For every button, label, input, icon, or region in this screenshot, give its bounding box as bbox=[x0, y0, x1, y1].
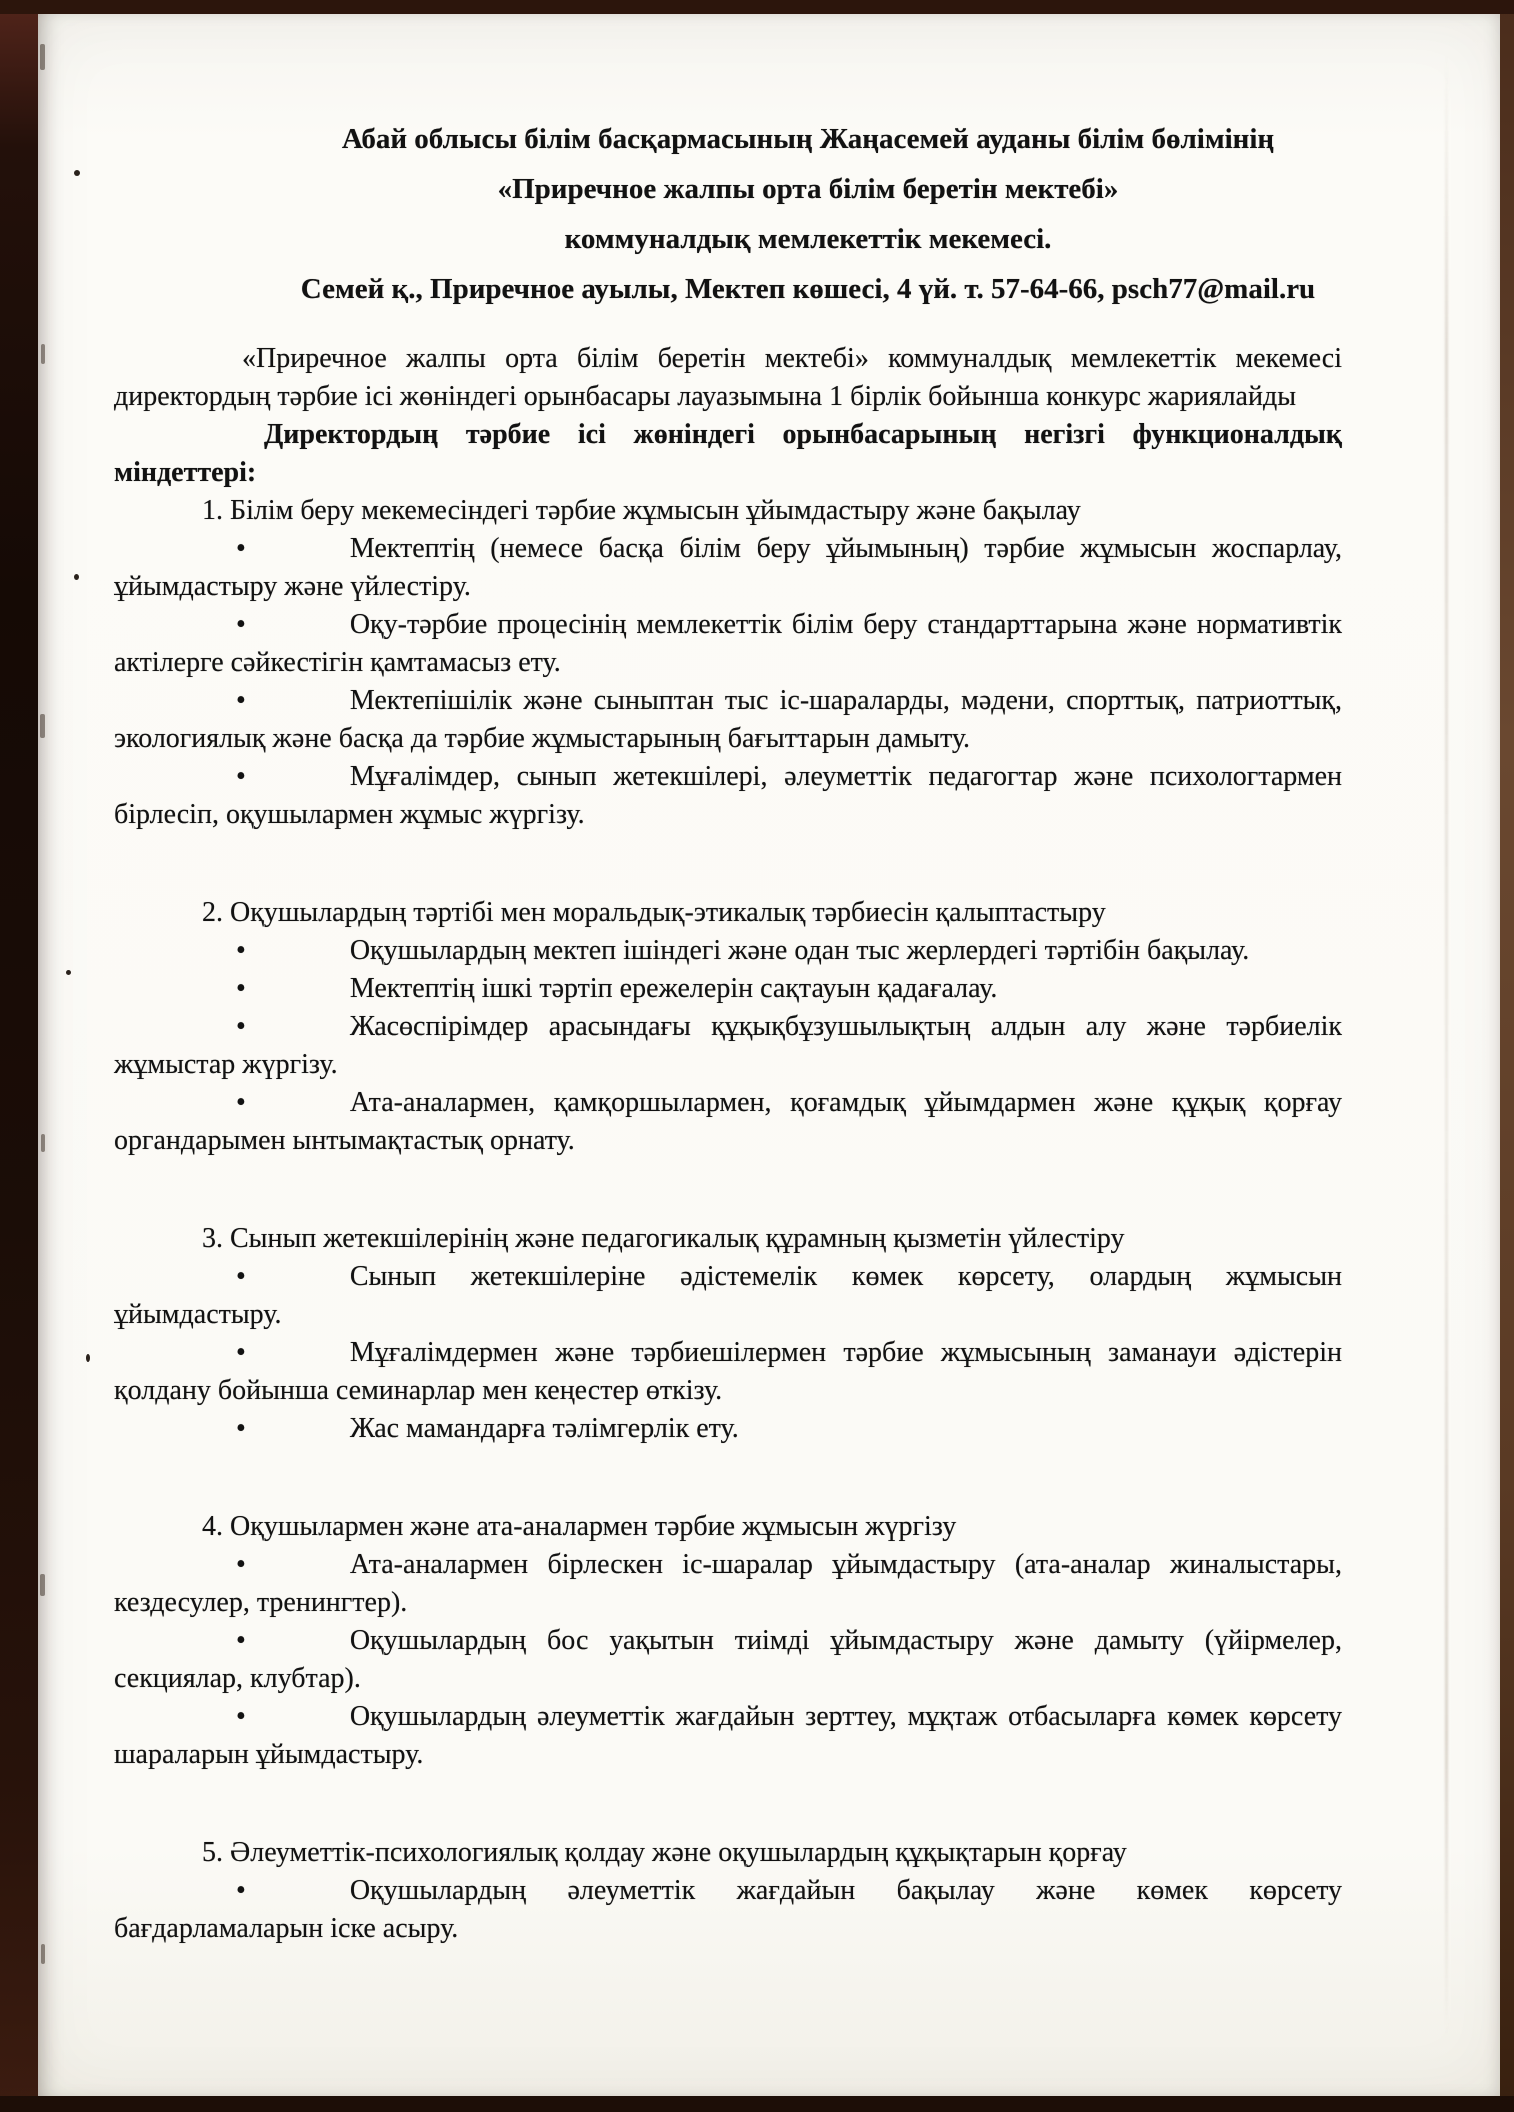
bullet-item: • Оқушылардың бос уақытын тиімді ұйымдастыру және дамыту (үйірмелер, секциялар, клубтар). bbox=[114, 1625, 1342, 1694]
bullet-marker: • bbox=[236, 1261, 246, 1292]
duties-heading: Директордың тәрбие ісі жөніндегі орынбасарының негізгі функционалдық міндеттері: bbox=[114, 419, 1342, 488]
paper-page bbox=[38, 14, 1500, 2096]
header-line-school-name: «Приречное жалпы орта білім беретін мектебі» bbox=[497, 173, 1119, 205]
bullet-item: • Ата-аналармен, қамқоршылармен, қоғамдық ұйымдармен және құқық қорғау органдарымен ынтымақтастық орнату. bbox=[114, 1087, 1342, 1156]
header-line-address-contacts: Семей қ., Приречное ауылы, Мектеп көшесі, 4 үй. т. 57-64-66, psch77@mail.ru bbox=[300, 273, 1316, 305]
bullet-marker: • bbox=[236, 533, 246, 564]
document-content bbox=[38, 14, 1500, 2096]
section-title-2: 2. Оқушылардың тәртібі мен моральдық-этикалық тәрбиесін қалыптастыру bbox=[202, 897, 1106, 928]
bullet-marker: • bbox=[236, 1549, 246, 1580]
bullet-marker: • bbox=[236, 609, 246, 640]
bullet-item: • Мұғалімдермен және тәрбиешілермен тәрбие жұмысының заманауи әдістерін қолдану бойынша семинарлар мен кеңестер өткізу. bbox=[114, 1337, 1342, 1406]
bullet-item: • Мұғалімдер, сынып жетекшілері, әлеуметтік педагогтар және психологтармен бірлесіп, оқушылармен жұмыс жүргізу. bbox=[114, 761, 1342, 830]
bullet-item: • Мектепішілік және сыныптан тыс іс-шараларды, мәдени, спорттық, патриоттық, экологиялық және басқа да тәрбие жұмыстарының бағыттарын дамыту. bbox=[114, 685, 1342, 754]
scan-border-top bbox=[0, 0, 1514, 14]
bullet-item: • Ата-аналармен бірлескен іс-шаралар ұйымдастыру (ата-аналар жиналыстары, кездесулер, тренингтер). bbox=[114, 1549, 1342, 1618]
bullet-marker: • bbox=[236, 761, 246, 792]
scan-border-right bbox=[1500, 0, 1514, 2112]
bullet-marker: • bbox=[236, 1875, 246, 1906]
bullet-item: • Оқушылардың әлеуметтік жағдайын зерттеу, мұқтаж отбасыларға көмек көрсету шараларын ұйымдастыру. bbox=[114, 1701, 1342, 1770]
bullet-marker: • bbox=[236, 1087, 246, 1118]
bullet-item: • Мектептің ішкі тәртіп ережелерін сақтауын қадағалау. bbox=[236, 973, 998, 1004]
bullet-marker: • bbox=[236, 973, 246, 1004]
section-title-3: 3. Сынып жетекшілерінің және педагогикалық құрамның қызметін үйлестіру bbox=[202, 1223, 1125, 1254]
section-title-4: 4. Оқушылармен және ата-аналармен тәрбие жұмысын жүргізу bbox=[202, 1511, 957, 1542]
vacancy-announcement-paragraph: «Приречное жалпы орта білім беретін мектебі» коммуналдық мемлекеттік мекемесі директордың тәрбие ісі жөніндегі орынбасары лауазымына 1 бірлік бойынша конкурс жариялайды bbox=[114, 343, 1342, 412]
scan-border-left bbox=[0, 0, 38, 2112]
bullet-marker: • bbox=[236, 1625, 246, 1656]
scan-border-bottom bbox=[0, 2096, 1514, 2112]
section-title-1: 1. Білім беру мекемесіндегі тәрбие жұмысын ұйымдастыру және бақылау bbox=[202, 495, 1081, 526]
bullet-marker: • bbox=[236, 685, 246, 716]
bullet-marker: • bbox=[236, 1011, 246, 1042]
bullet-item: • Сынып жетекшілеріне әдістемелік көмек көрсету, олардың жұмысын ұйымдастыру. bbox=[114, 1261, 1342, 1330]
bullet-marker: • bbox=[236, 935, 246, 966]
document-header bbox=[274, 114, 1342, 314]
bullet-item: • Жасөспірімдер арасындағы құқықбұзушылықтың алдын алу және тәрбиелік жұмыстар жүргізу. bbox=[114, 1011, 1342, 1080]
bullet-item: • Оқушылардың әлеуметтік жағдайын бақылау және көмек көрсету бағдарламаларын іске асыру. bbox=[114, 1875, 1342, 1944]
bullet-item: • Мектептің (немесе басқа білім беру ұйымының) тәрбие жұмысын жоспарлау, ұйымдастыру және үйлестіру. bbox=[114, 533, 1342, 602]
bullet-item: • Жас мамандарға тәлімгерлік ету. bbox=[236, 1413, 739, 1444]
bullet-marker: • bbox=[236, 1413, 246, 1444]
sections bbox=[114, 492, 1342, 1948]
header-line-entity-type: коммуналдық мемлекеттік мекемесі. bbox=[564, 223, 1052, 255]
bullet-marker: • bbox=[236, 1701, 246, 1732]
section-title-5: 5. Әлеуметтік-психологиялық қолдау және оқушылардың құқықтарын қорғау bbox=[202, 1837, 1127, 1868]
bullet-item: • Оқушылардың мектеп ішіндегі және одан тыс жерлердегі тәртібін бақылау. bbox=[236, 935, 1250, 966]
bullet-item: • Оқу-тәрбие процесінің мемлекеттік білім беру стандарттарына және нормативтік актілерге сәйкестігін қамтамасыз ету. bbox=[114, 609, 1342, 678]
header-line-authority: Абай облысы білім басқармасының Жаңасемей ауданы білім бөлімінің bbox=[341, 123, 1275, 155]
bullet-marker: • bbox=[236, 1337, 246, 1368]
